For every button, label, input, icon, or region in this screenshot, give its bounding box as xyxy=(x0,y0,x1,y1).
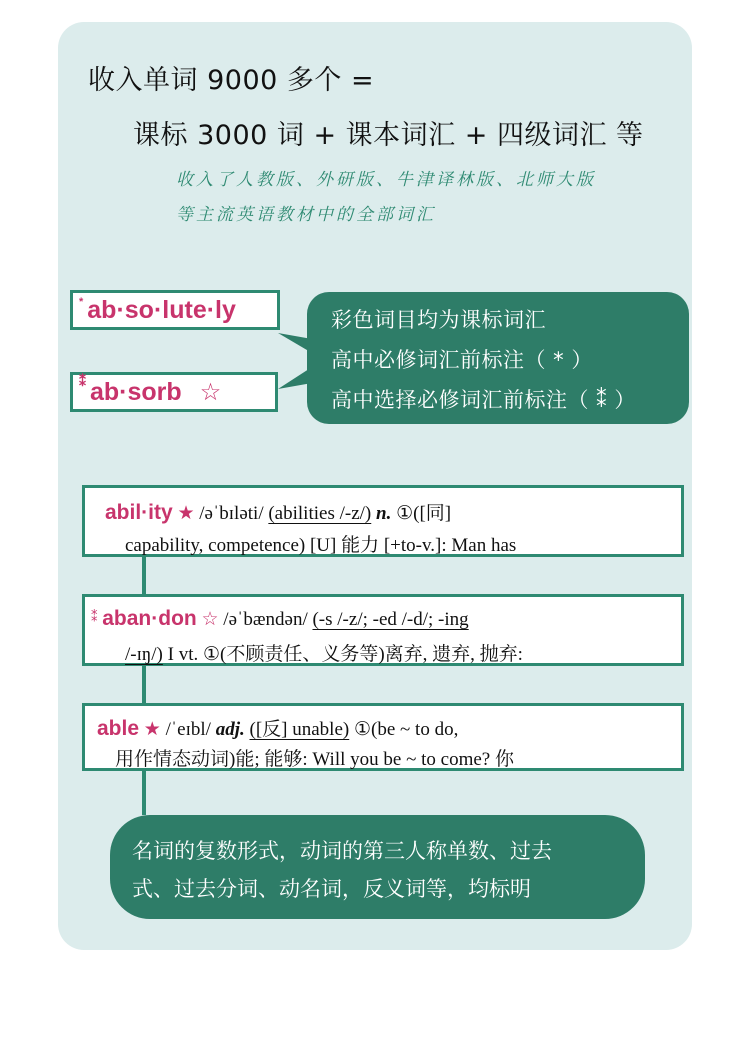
entry-pronunciation: /əˈbændən/ xyxy=(223,609,308,630)
legend-bubble xyxy=(307,292,689,424)
headline-sources: 课标 3000 词 + 课本词汇 + 四级词汇 等 xyxy=(133,120,644,151)
entry-sense-start: ①(be ~ to do, xyxy=(353,719,459,740)
entry-part-of-speech: adj. xyxy=(215,719,245,740)
double-asterisk-mark: ⁑ xyxy=(91,609,98,624)
entry-headword: able xyxy=(97,717,140,740)
entry-pronunciation: /ˈeɪbl/ xyxy=(165,719,211,740)
legend-line-3: 高中选择必修词汇前标注（ ⁑ ） xyxy=(331,388,636,412)
legend-line-2: 高中必修词汇前标注（ * ） xyxy=(331,348,593,372)
dictionary-entry-abandon xyxy=(82,594,684,666)
entry-inflections-cont: /-ɪŋ/) xyxy=(125,644,163,665)
example-word-label: ab·so·lute·ly xyxy=(87,295,236,324)
footer-line-2: 式、过去分词、动名词，反义词等，均标明 xyxy=(132,877,531,901)
filled-star-icon: ★ xyxy=(143,719,161,740)
entry-part-of-speech: n. xyxy=(376,503,392,524)
entry-sense-start: ①([同] xyxy=(396,503,452,524)
entry-definition-line: capability, competence) [U] 能力 [+to-v.]: Man has xyxy=(125,535,517,556)
filled-star-icon: ★ xyxy=(177,503,195,524)
note-line-1: 收入了人教版、外研版、牛津译林版、北师大版 xyxy=(176,170,596,190)
entry-definition-line: 用作情态动词)能; 能够: Will you be ~ to come? 你 xyxy=(115,749,514,770)
hollow-star-icon: ☆ xyxy=(201,609,219,630)
example-word-absolutely xyxy=(70,290,280,330)
footer-bubble xyxy=(110,815,645,919)
footer-line-1: 名词的复数形式，动词的第三人称单数、过去 xyxy=(132,839,552,863)
connector-line xyxy=(142,664,146,706)
note-line-2: 等主流英语教材中的全部词汇 xyxy=(176,205,436,225)
connector-line xyxy=(142,769,146,815)
entry-antonym: ([反] unable) xyxy=(249,719,350,740)
entry-definition-line: I vt. ①(不顾责任、义务等)离弃, 遗弃, 抛弃: xyxy=(167,644,523,665)
entry-pronunciation: /əˈbɪləti/ xyxy=(199,503,264,524)
headline-word-count: 收入单词 9000 多个 = xyxy=(88,65,375,96)
hollow-star-icon: ☆ xyxy=(199,378,222,406)
entry-headword: aban·don xyxy=(102,607,197,630)
entry-inflections: (-s /-z/; -ed /-d/; -ing xyxy=(312,609,469,630)
legend-line-1: 彩色词目均为课标词汇 xyxy=(331,308,546,332)
entry-headword: abil·ity xyxy=(105,501,173,524)
dictionary-entry-ability xyxy=(82,485,684,557)
example-word-label: ab·sorb xyxy=(90,377,182,406)
double-asterisk-mark: ⁑ xyxy=(79,373,86,389)
asterisk-mark: * xyxy=(79,296,84,308)
dictionary-entry-able xyxy=(82,703,684,771)
example-word-absorb xyxy=(70,372,278,412)
connector-line xyxy=(142,555,146,597)
entry-plural-form: (abilities /-z/) xyxy=(268,503,372,524)
